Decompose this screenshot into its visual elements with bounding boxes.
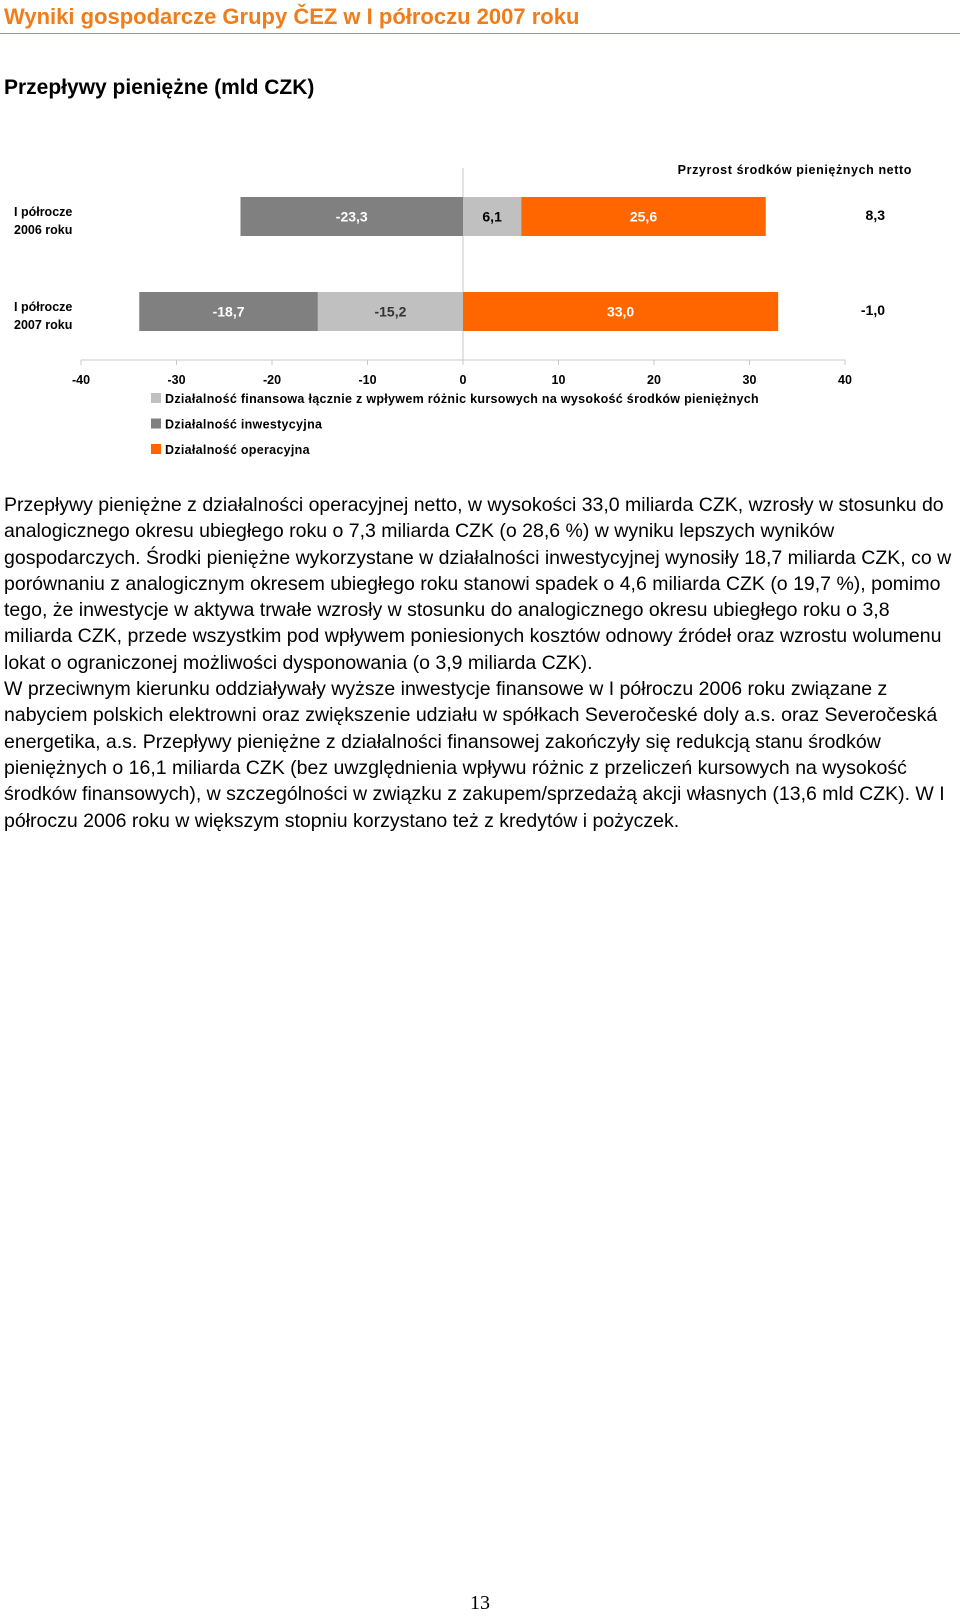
- category-label-line2-0: 2006 roku: [14, 223, 73, 237]
- x-tick-label-3: -10: [358, 373, 377, 387]
- x-tick-label-4: 0: [459, 373, 467, 387]
- category-label-line1-0: I półrocze: [14, 205, 73, 219]
- legend-swatch-finansowa: [151, 393, 161, 403]
- bar-label-operacyjna-1: 33,0: [606, 303, 635, 320]
- x-tick-label-5: 10: [551, 373, 566, 387]
- x-tick-label-8: 40: [838, 373, 852, 387]
- cash-flow-chart: [0, 160, 960, 470]
- paragraph-1: Przepływy pieniężne z działalności operacyjnej netto, w wysokości 33,0 miliarda CZK, wzrosły w stosunku do analogicznego okresu ubiegłego roku o 7,3 miliarda CZK (o 28,6 %) w wyniku lepszych wyników gospodarczych. Środki pieniężne wykorzystane w działalności inwestycyjnej wynosiły 18,7 miliarda CZK, co w porównaniu z analogicznym okresem ubiegłego roku stanowi spadek o 4,6 miliarda CZK (o 19,7 %), pomimo tego, że inwestycje w aktywa trwałe wzrosły w stosunku do analogicznego okresu ubiegłego roku o 3,8 miliarda CZK, przede wszystkim pod wpływem poniesionych kosztów odnowy źródeł oraz wzrostu wolumenu lokat o ograniczonej możliwości dysponowania (o 3,9 miliarda CZK).: [4, 494, 952, 674]
- header-divider: [0, 33, 960, 34]
- body-text: [4, 492, 954, 834]
- x-tick-label-1: -30: [167, 373, 186, 387]
- bar-label-inwestycyjna-0: -23,3: [335, 208, 368, 225]
- legend-label-finansowa: Działalność finansowa łącznie z wpływem różnic kursowych na wysokość środków pieniężnych: [165, 392, 759, 406]
- x-tick-label-7: 30: [742, 373, 757, 387]
- page-number: 13: [470, 1592, 490, 1614]
- legend-swatch-operacyjna: [151, 444, 161, 454]
- bar-label-finansowa-1: -15,2: [374, 303, 407, 320]
- net-cash-increase-label: Przyrost środków pieniężnych netto: [677, 163, 912, 177]
- section-title: Przepływy pieniężne (mld CZK): [4, 76, 315, 99]
- bar-label-inwestycyjna-1: -18,7: [212, 303, 245, 320]
- legend-label-operacyjna: Działalność operacyjna: [165, 443, 310, 457]
- paragraph-2: W przeciwnym kierunku oddziaływały wyższe inwestycje finansowe w I półroczu 2006 roku związane z nabyciem polskich elektrowni oraz zwiększenie udziału w spółkach Severočeské doly a.s. oraz Severočeská energetika, a.s. Przepływy pieniężne z działalności finansowej zakończyły się redukcją stanu środków pieniężnych o 16,1 miliarda CZK (bez uwzględnienia wpływu różnic z przeliczeń kursowych na wysokość środków finansowych), w szczególności w związku z zakupem/sprzedażą akcji własnych (13,6 mld CZK). W I półroczu 2006 roku w większym stopniu korzystano też z kredytów i pożyczek.: [4, 678, 945, 832]
- bar-label-finansowa-0: 6,1: [482, 208, 502, 225]
- legend-label-inwestycyjna: Działalność inwestycyjna: [165, 417, 323, 432]
- page-header-title: Wyniki gospodarcze Grupy ČEZ w I półroczu 2007 roku: [4, 4, 580, 29]
- category-label-line1-1: I półrocze: [14, 300, 73, 314]
- net-value-0: 8,3: [865, 207, 885, 223]
- x-tick-label-6: 20: [647, 373, 661, 387]
- legend-swatch-inwestycyjna: [151, 419, 161, 429]
- net-value-1: -1,0: [860, 302, 885, 318]
- category-label-line2-1: 2007 roku: [14, 318, 73, 332]
- bar-label-operacyjna-0: 25,6: [629, 208, 658, 225]
- x-tick-label-2: -20: [262, 373, 282, 387]
- x-tick-label-0: -40: [71, 373, 91, 387]
